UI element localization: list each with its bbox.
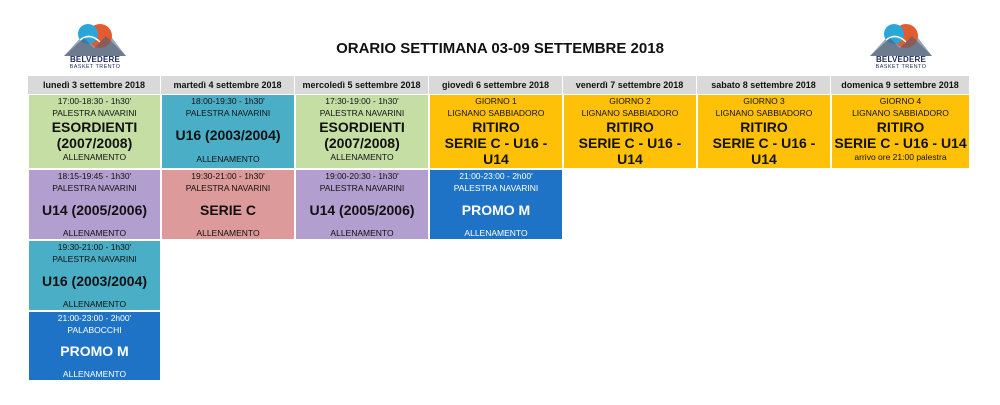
session-team: RITIRO: [740, 119, 788, 135]
session-team: U16 (2003/2004): [175, 127, 281, 143]
session-type: ALLENAMENTO: [464, 228, 528, 238]
day-header-tuesday: martedì 4 settembre 2018: [161, 76, 295, 94]
session-type: ALLENAMENTO: [62, 369, 127, 379]
session-teams-list: SERIE C - U16 - U14: [834, 135, 967, 151]
session-block: [161, 169, 295, 240]
session-block: [161, 94, 295, 169]
day-header-thursday: giovedì 6 settembre 2018: [429, 76, 563, 94]
session-note: [629, 167, 632, 169]
session-time: 19:30-21:00 - 1h30': [191, 171, 265, 181]
session-block: [429, 169, 563, 240]
session-place: PALESTRA NAVARINI: [52, 108, 137, 118]
session-team: U14 (2005/2006): [41, 201, 148, 218]
session-note: [763, 167, 766, 169]
session-block: [429, 94, 563, 169]
session-place: LIGNANO SABBIADORO: [581, 108, 679, 118]
day-header-friday: venerdì 7 settembre 2018: [563, 76, 697, 94]
session-type: ALLENAMENTO: [62, 152, 127, 162]
session-type: ALLENAMENTO: [330, 228, 394, 238]
session-place: LIGNANO SABBIADORO: [447, 108, 545, 118]
session-place: LIGNANO SABBIADORO: [852, 108, 949, 118]
session-team: SERIE C: [199, 201, 256, 218]
session-team: RITIRO: [472, 119, 520, 135]
session-place: PALABOCCHI: [67, 325, 122, 335]
session-day-number: GIORNO 2: [609, 96, 651, 106]
session-day-number: GIORNO 1: [475, 96, 517, 106]
session-place: PALESTRA NAVARINI: [185, 108, 271, 118]
session-block: [563, 94, 697, 169]
session-time: 19:30-21:00 - 1h30': [57, 242, 132, 252]
session-day-number: GIORNO 3: [743, 96, 785, 106]
session-team-years: (2007/2008): [324, 135, 400, 151]
session-team: ESORDIENTI: [319, 119, 405, 135]
day-header-wednesday: mercoledì 5 settembre 2018: [295, 76, 429, 94]
session-block: [697, 94, 831, 169]
session-place: PALESTRA NAVARINI: [52, 183, 137, 193]
weekly-schedule-grid: [28, 76, 970, 381]
session-team: U16 (2003/2004): [41, 272, 148, 289]
session-day-number: GIORNO 4: [879, 96, 922, 106]
logo-brand: BELVEDERE: [875, 55, 927, 64]
session-place: PALESTRA NAVARINI: [185, 183, 271, 193]
day-header-saturday: sabato 8 settembre 2018: [697, 76, 831, 94]
session-type: ALLENAMENTO: [62, 228, 127, 238]
session-place: LIGNANO SABBIADORO: [715, 108, 813, 118]
session-block: [831, 94, 970, 169]
session-block: [28, 311, 161, 381]
session-block: [28, 240, 161, 311]
session-team: U14 (2005/2006): [309, 201, 415, 218]
session-team: ESORDIENTI: [51, 119, 138, 135]
session-place: PALESTRA NAVARINI: [319, 108, 405, 118]
session-team: RITIRO: [876, 119, 925, 135]
session-teams-list: SERIE C - U16 - U14: [712, 135, 816, 167]
logo-subtitle: BASKET TRENTO: [875, 64, 927, 70]
session-teams-list: SERIE C - U16 - U14: [444, 135, 548, 167]
session-place: PALESTRA NAVARINI: [319, 183, 405, 193]
session-block: [295, 169, 429, 240]
session-type: ALLENAMENTO: [62, 299, 127, 309]
session-time: 17:00-18:30 - 1h30': [57, 96, 132, 106]
session-block: [28, 169, 161, 240]
logo-brand: BELVEDERE: [69, 55, 121, 64]
session-time: 18:00-19:30 - 1h30': [191, 96, 265, 106]
day-header-monday: lunedì 3 settembre 2018: [28, 76, 161, 94]
session-type: ALLENAMENTO: [330, 152, 394, 162]
session-team-years: (2007/2008): [56, 135, 133, 151]
session-type: ALLENAMENTO: [196, 228, 260, 238]
session-time: 21:00-23:00 - 2h00': [57, 313, 132, 323]
session-time: 19:00-20:30 - 1h30': [325, 171, 399, 181]
session-type: ALLENAMENTO: [196, 154, 260, 164]
logo-subtitle: BASKET TRENTO: [69, 64, 121, 70]
session-note: arrivo ore 21:00 palestra: [854, 152, 947, 162]
session-place: PALESTRA NAVARINI: [52, 254, 137, 264]
session-block: [28, 94, 161, 169]
session-place: PALESTRA NAVARINI: [453, 183, 539, 193]
session-team: PROMO M: [461, 201, 531, 218]
session-time: 17:30-19:00 - 1h30': [325, 96, 399, 106]
day-header-sunday: domenica 9 settembre 2018: [831, 76, 970, 94]
session-block: [295, 94, 429, 169]
session-time: 18:15-19:45 - 1h30': [57, 171, 132, 181]
session-team: PROMO M: [60, 343, 129, 360]
session-time: 21:00-23:00 - 2h00': [459, 171, 533, 181]
session-team: RITIRO: [606, 119, 654, 135]
session-teams-list: SERIE C - U16 - U14: [578, 135, 682, 167]
page-title: ORARIO SETTIMANA 03-09 SETTEMBRE 2018: [336, 40, 664, 57]
